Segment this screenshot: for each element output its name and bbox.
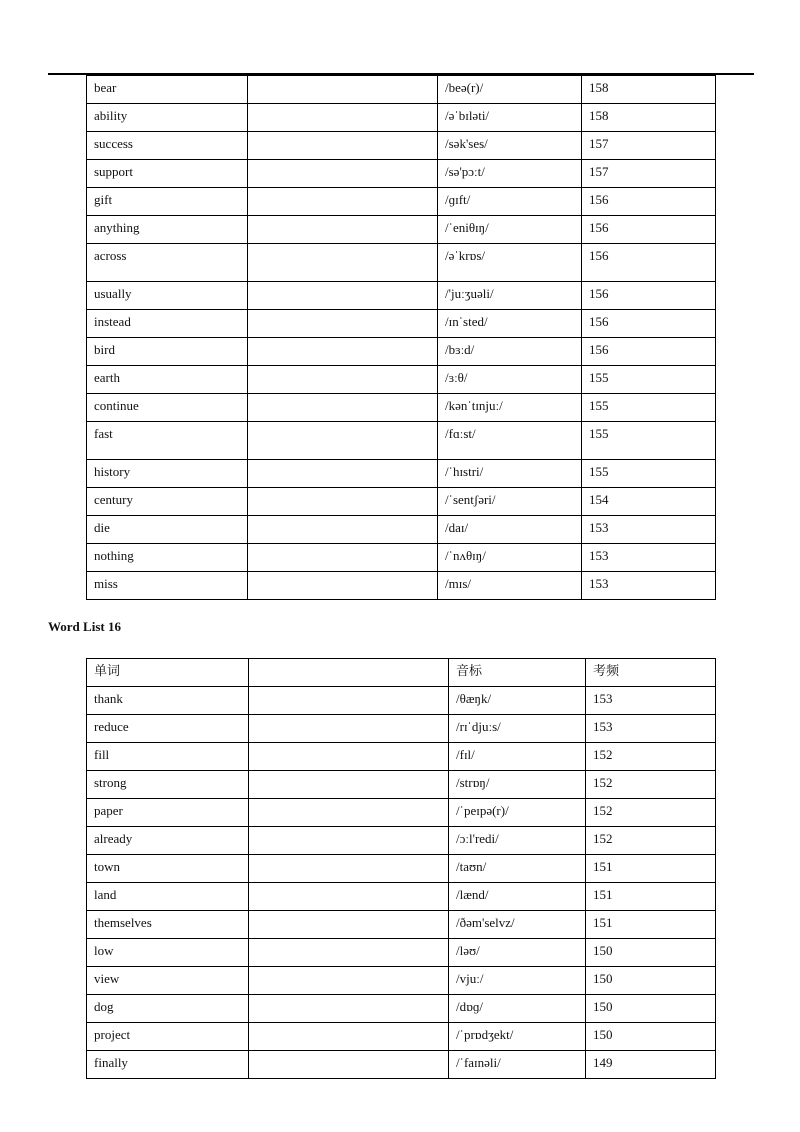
table-row — [87, 76, 716, 104]
ipa-cell: /ˈfaɪnəli/ — [449, 1051, 586, 1079]
table-header-row — [87, 659, 716, 687]
ipa-cell: /ɪnˈsted/ — [438, 310, 582, 338]
word-cell: history — [87, 460, 248, 488]
word-cell: century — [87, 488, 248, 516]
ipa-cell: /ˈprɒdʒekt/ — [449, 1023, 586, 1051]
word-list-15-table — [86, 75, 716, 600]
meaning-cell — [249, 715, 449, 743]
ipa-cell: /kənˈtɪnjuː/ — [438, 394, 582, 422]
word-cell: across — [87, 244, 248, 282]
table-row — [87, 572, 716, 600]
meaning-cell — [248, 394, 438, 422]
meaning-cell — [249, 855, 449, 883]
meaning-cell — [248, 188, 438, 216]
meaning-cell — [249, 771, 449, 799]
word-cell: ability — [87, 104, 248, 132]
word-cell: fast — [87, 422, 248, 460]
meaning-cell — [248, 488, 438, 516]
ipa-cell: /ˈpeɪpə(r)/ — [449, 799, 586, 827]
ipa-cell: /ˈnʌθɪŋ/ — [438, 544, 582, 572]
word-cell: town — [87, 855, 249, 883]
ipa-cell: /bɜːd/ — [438, 338, 582, 366]
ipa-cell: /mɪs/ — [438, 572, 582, 600]
meaning-cell — [249, 687, 449, 715]
meaning-cell — [249, 1051, 449, 1079]
meaning-cell — [248, 338, 438, 366]
table-row — [87, 771, 716, 799]
ipa-cell: /ˈsentʃəri/ — [438, 488, 582, 516]
ipa-cell: /θæŋk/ — [449, 687, 586, 715]
frequency-cell: 156 — [582, 188, 716, 216]
word-cell: gift — [87, 188, 248, 216]
ipa-cell: /vjuː/ — [449, 967, 586, 995]
meaning-cell — [248, 282, 438, 310]
frequency-cell: 150 — [586, 1023, 716, 1051]
meaning-cell — [249, 799, 449, 827]
table-row — [87, 394, 716, 422]
frequency-cell: 158 — [582, 76, 716, 104]
ipa-cell: /ˈhɪstri/ — [438, 460, 582, 488]
word-cell: finally — [87, 1051, 249, 1079]
ipa-cell: /ðəm'selvz/ — [449, 911, 586, 939]
table-row — [87, 827, 716, 855]
word-cell: anything — [87, 216, 248, 244]
meaning-cell — [249, 743, 449, 771]
table-row — [87, 855, 716, 883]
meaning-cell — [249, 827, 449, 855]
meaning-cell — [248, 572, 438, 600]
meaning-cell — [248, 132, 438, 160]
ipa-cell: /əˈkrɒs/ — [438, 244, 582, 282]
frequency-cell: 151 — [586, 883, 716, 911]
frequency-cell: 155 — [582, 422, 716, 460]
table-row — [87, 160, 716, 188]
frequency-cell: 155 — [582, 460, 716, 488]
frequency-cell: 153 — [586, 715, 716, 743]
table-row — [87, 310, 716, 338]
meaning-cell — [248, 160, 438, 188]
ipa-cell: /ləʊ/ — [449, 939, 586, 967]
word-cell: usually — [87, 282, 248, 310]
table-row — [87, 488, 716, 516]
meaning-cell — [249, 911, 449, 939]
frequency-cell: 155 — [582, 394, 716, 422]
table-row — [87, 883, 716, 911]
frequency-cell: 156 — [582, 216, 716, 244]
table-row — [87, 132, 716, 160]
table-row — [87, 1023, 716, 1051]
meaning-cell — [248, 544, 438, 572]
table-row — [87, 188, 716, 216]
word-cell: earth — [87, 366, 248, 394]
table-row — [87, 995, 716, 1023]
table-row — [87, 216, 716, 244]
frequency-cell: 152 — [586, 827, 716, 855]
word-cell: thank — [87, 687, 249, 715]
ipa-cell: /ɜːθ/ — [438, 366, 582, 394]
ipa-cell: /daɪ/ — [438, 516, 582, 544]
frequency-cell: 152 — [586, 771, 716, 799]
ipa-cell: /'juːʒuəli/ — [438, 282, 582, 310]
frequency-cell: 157 — [582, 160, 716, 188]
word-cell: support — [87, 160, 248, 188]
word-cell: success — [87, 132, 248, 160]
word-cell: land — [87, 883, 249, 911]
word-cell: miss — [87, 572, 248, 600]
table-row — [87, 460, 716, 488]
ipa-cell: /dɒɡ/ — [449, 995, 586, 1023]
table-row — [87, 967, 716, 995]
table-row — [87, 939, 716, 967]
frequency-cell: 158 — [582, 104, 716, 132]
word-cell: bird — [87, 338, 248, 366]
frequency-cell: 154 — [582, 488, 716, 516]
word-cell: strong — [87, 771, 249, 799]
table-row — [87, 282, 716, 310]
table-row — [87, 244, 716, 282]
word-cell: nothing — [87, 544, 248, 572]
frequency-cell: 152 — [586, 743, 716, 771]
frequency-cell: 156 — [582, 338, 716, 366]
frequency-cell: 150 — [586, 995, 716, 1023]
table-row — [87, 422, 716, 460]
ipa-cell: /lænd/ — [449, 883, 586, 911]
word-list-15-table-body — [87, 76, 716, 600]
ipa-cell: /ɡɪft/ — [438, 188, 582, 216]
word-cell: bear — [87, 76, 248, 104]
frequency-cell: 156 — [582, 310, 716, 338]
word-cell: already — [87, 827, 249, 855]
table-row — [87, 743, 716, 771]
table-row — [87, 911, 716, 939]
meaning-cell — [248, 244, 438, 282]
meaning-cell — [248, 516, 438, 544]
frequency-cell: 156 — [582, 282, 716, 310]
table-row — [87, 516, 716, 544]
frequency-cell: 157 — [582, 132, 716, 160]
table-row — [87, 687, 716, 715]
meaning-cell — [249, 1023, 449, 1051]
frequency-cell: 150 — [586, 967, 716, 995]
ipa-cell: /sə'pɔːt/ — [438, 160, 582, 188]
frequency-cell: 149 — [586, 1051, 716, 1079]
meaning-cell — [248, 216, 438, 244]
meaning-cell — [248, 104, 438, 132]
frequency-cell: 151 — [586, 911, 716, 939]
word-cell: reduce — [87, 715, 249, 743]
word-cell: die — [87, 516, 248, 544]
ipa-cell: /rɪˈdjuːs/ — [449, 715, 586, 743]
word-cell: instead — [87, 310, 248, 338]
word-cell: paper — [87, 799, 249, 827]
meaning-cell — [248, 76, 438, 104]
meaning-cell — [249, 883, 449, 911]
ipa-cell: /strɒŋ/ — [449, 771, 586, 799]
frequency-cell: 153 — [586, 687, 716, 715]
frequency-cell: 151 — [586, 855, 716, 883]
frequency-cell: 156 — [582, 244, 716, 282]
ipa-cell: /ˈeniθɪŋ/ — [438, 216, 582, 244]
ipa-cell: /taʊn/ — [449, 855, 586, 883]
ipa-cell: /əˈbɪləti/ — [438, 104, 582, 132]
ipa-cell: /sək'ses/ — [438, 132, 582, 160]
word-cell: low — [87, 939, 249, 967]
table-row — [87, 544, 716, 572]
table-row — [87, 338, 716, 366]
word-cell: project — [87, 1023, 249, 1051]
frequency-cell: 155 — [582, 366, 716, 394]
header-ipa: 音标 — [449, 659, 586, 687]
ipa-cell: /ɔːl'redi/ — [449, 827, 586, 855]
meaning-cell — [249, 939, 449, 967]
meaning-cell — [249, 995, 449, 1023]
header-frequency: 考频 — [586, 659, 716, 687]
meaning-cell — [248, 422, 438, 460]
table-row — [87, 366, 716, 394]
word-cell: dog — [87, 995, 249, 1023]
ipa-cell: /fɑːst/ — [438, 422, 582, 460]
frequency-cell: 153 — [582, 544, 716, 572]
word-cell: themselves — [87, 911, 249, 939]
word-cell: view — [87, 967, 249, 995]
meaning-cell — [248, 310, 438, 338]
table-row — [87, 799, 716, 827]
ipa-cell: /beə(r)/ — [438, 76, 582, 104]
ipa-cell: /fɪl/ — [449, 743, 586, 771]
word-cell: fill — [87, 743, 249, 771]
word-list-16-table-body — [87, 687, 716, 1079]
header-meaning — [249, 659, 449, 687]
meaning-cell — [249, 967, 449, 995]
meaning-cell — [248, 460, 438, 488]
frequency-cell: 153 — [582, 572, 716, 600]
word-cell: continue — [87, 394, 248, 422]
frequency-cell: 150 — [586, 939, 716, 967]
word-list-16-table — [86, 658, 716, 1079]
frequency-cell: 153 — [582, 516, 716, 544]
word-list-16-heading: Word List 16 — [48, 619, 121, 634]
meaning-cell — [248, 366, 438, 394]
header-word: 单词 — [87, 659, 249, 687]
table-row — [87, 1051, 716, 1079]
table-row — [87, 715, 716, 743]
table-row — [87, 104, 716, 132]
frequency-cell: 152 — [586, 799, 716, 827]
